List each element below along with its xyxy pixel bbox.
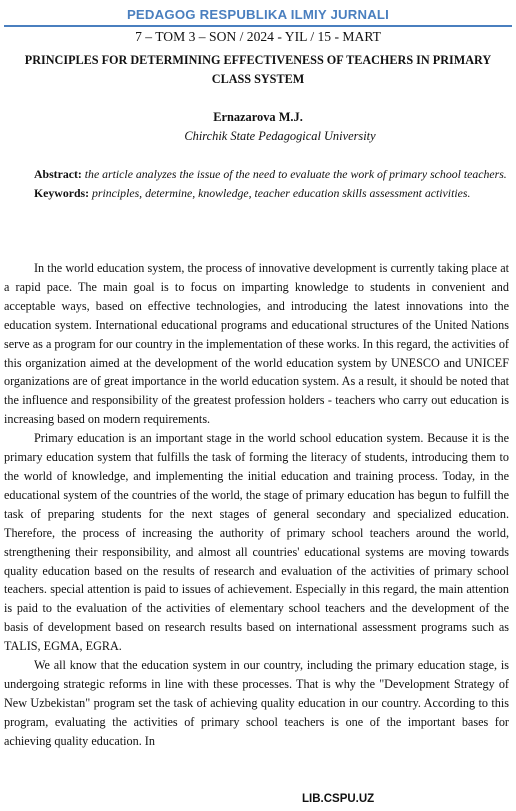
library-watermark: LIB.CSPU.UZ <box>302 793 375 805</box>
keywords-text: principles, determine, knowledge, teacher education skills assessment activities. <box>92 186 471 201</box>
keywords-paragraph <box>4 184 509 203</box>
header-rule <box>4 25 512 27</box>
body-paragraph-3: We all know that the education system in our country, including the primary education stage, is undergoing strategic reforms in line with these processes. That is why the "Development Strategy of New Uzbekistan" program set the task of achieving quality education in our country. According to this program, evaluating the activities of primary school teachers is one of the important bases for achieving quality education. In <box>4 658 509 748</box>
abstract-text: the article analyzes the issue of the need to evaluate the work of primary school teachers. <box>84 167 507 181</box>
abstract-paragraph <box>4 165 509 184</box>
author-affiliation: Chirchik State Pedagogical University <box>184 129 376 143</box>
abstract-block <box>4 165 509 203</box>
keywords-label: Keywords: <box>34 186 90 201</box>
article-body <box>4 259 509 751</box>
issue-info: 7 – TOM 3 – SON / 2024 - YIL / 15 - MART <box>135 29 381 44</box>
article-title: PRINCIPLES FOR DETERMINING EFFECTIVENESS OF TEACHERS IN PRIMARY CLASS SYSTEM <box>24 53 492 86</box>
journal-header <box>4 7 512 45</box>
journal-name: PEDAGOG RESPUBLIKA ILMIY JURNALI <box>126 7 390 22</box>
body-paragraph-1: In the world education system, the process of innovative development is currently taking place at a rapid pace. The main goal is to focus on imparting knowledge to students in convenient and acceptable ways, based on effective technologies, and introducing the latest innovations into the education system. International educational programs and educational structures of the United Nations serve as a program for our country in the implementation of these works. In this regard, the activities of this organization aimed at the development of the world education system by UNESCO and UNICEF organizations are of great importance in the world education system. As a result, it should be noted that the influence and responsibility of the greatest profession holders - teachers who carry out education is increasing based on modern requirements. <box>4 261 509 427</box>
abstract-label: Abstract: <box>34 167 82 181</box>
body-paragraph-2: Primary education is an important stage in the world school education system. Because it is the primary education system that fulfills the task of forming the literacy of students, introducing them to the world of knowledge, and implementing the initial education and training process. Today, in the educational system of the countries of the world, the stage of primary education has begun to fulfill the task of preparing students for the next stages of general secondary and specialized education. Therefore, the process of increasing the authority of primary school teachers around the world, strengthening their responsibility, and almost all countries' educational systems are moving towards quality education based on the results of research and evaluation of the activities of primary school teachers. special attention is paid to issues of achievement. Especially in this regard, the main attention is paid to the evaluation of the activities of elementary school teachers and the development of the basis of development based on research results based on international assessment programs such as TALIS, EGMA, EGRA. <box>4 431 509 654</box>
author-name: Ernazarova M.J. <box>213 110 303 124</box>
